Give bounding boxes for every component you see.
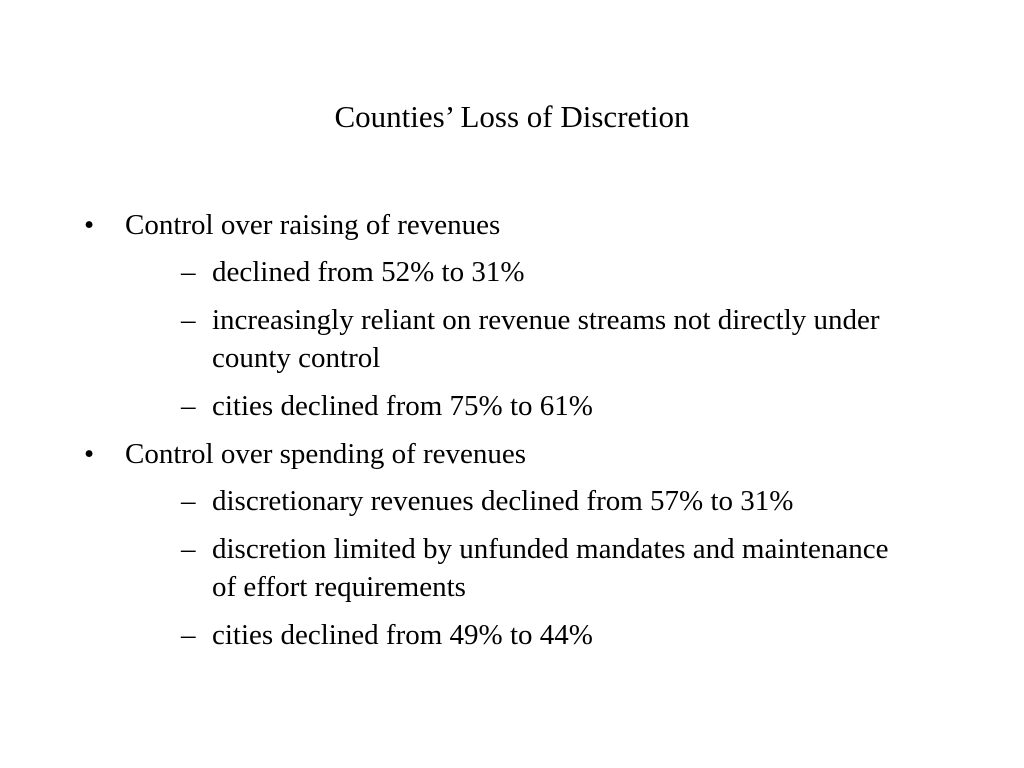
sub-item [125, 387, 904, 425]
bullet-marker: • [84, 438, 95, 470]
bullet-text: Control over spending of revenues [125, 438, 527, 470]
bullet-marker: • [84, 209, 95, 241]
sub-item [125, 482, 904, 520]
sub-list [125, 253, 904, 425]
sub-text: cities declined from 75% to 61% [212, 390, 593, 422]
sub-text: declined from 52% to 31% [212, 256, 525, 288]
bullet-text: Control over raising of revenues [125, 209, 501, 241]
sub-text: discretionary revenues declined from 57% to 31% [212, 485, 794, 517]
bullet-item [84, 435, 904, 654]
bullet-item [84, 206, 904, 425]
sub-item [125, 253, 904, 291]
sub-text: discretion limited by unfunded mandates and maintenance of effort requirements [212, 533, 889, 603]
sub-marker: – [181, 390, 196, 422]
sub-text: cities declined from 49% to 44% [212, 619, 593, 651]
sub-list [125, 482, 904, 654]
slide-body [84, 206, 904, 664]
sub-item [125, 530, 904, 606]
sub-marker: – [181, 304, 196, 336]
sub-marker: – [181, 533, 196, 565]
sub-marker: – [181, 485, 196, 517]
slide-title: Counties’ Loss of Discretion [334, 99, 690, 134]
sub-marker: – [181, 256, 196, 288]
sub-text: increasingly reliant on revenue streams not directly under county control [212, 304, 880, 374]
sub-item [125, 301, 904, 377]
sub-item [125, 616, 904, 654]
sub-marker: – [181, 619, 196, 651]
